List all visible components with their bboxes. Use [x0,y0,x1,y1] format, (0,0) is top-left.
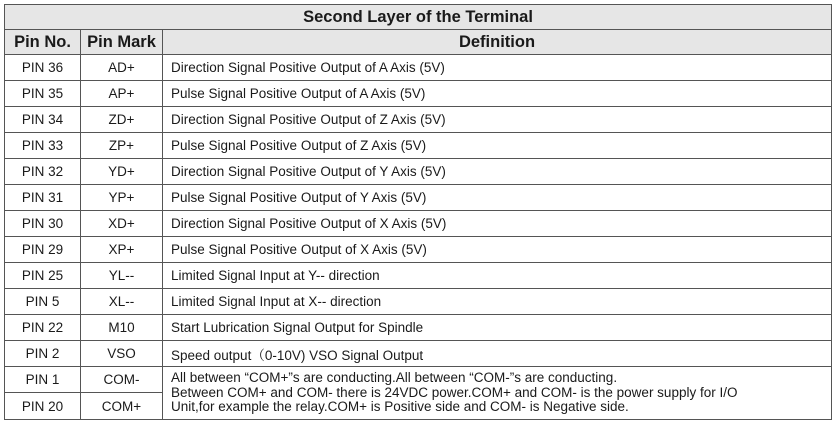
pin-number: PIN 22 [5,315,81,341]
pin-definition: Pulse Signal Positive Output of Z Axis (5V) [163,133,832,159]
pin-number: PIN 25 [5,263,81,289]
pin-mark: VSO [81,341,163,367]
pin-mark: M10 [81,315,163,341]
pin-mark: AP+ [81,81,163,107]
table-row [5,55,832,81]
table-title: Second Layer of the Terminal [5,5,832,30]
table-row [5,211,832,237]
pin-definition: Limited Signal Input at X-- direction [163,289,832,315]
pin-definition: Start Lubrication Signal Output for Spindle [163,315,832,341]
pin-number: PIN 31 [5,185,81,211]
pin-definition: Direction Signal Positive Output of Z Axis (5V) [163,107,832,133]
pin-mark: XL-- [81,289,163,315]
pin-number: PIN 1 [5,367,81,393]
pin-definition: Pulse Signal Positive Output of A Axis (5V) [163,81,832,107]
pin-definition: Speed output（0-10V) VSO Signal Output [163,341,832,367]
table-row [5,107,832,133]
pin-mark: XD+ [81,211,163,237]
com-note [163,367,832,420]
pin-mark: COM+ [81,393,163,420]
pin-mark: YD+ [81,159,163,185]
com-note-line: All between “COM+”s are conducting.All between “COM-”s are conducting. [171,370,618,386]
pin-definition: Limited Signal Input at Y-- direction [163,263,832,289]
pin-mark: YP+ [81,185,163,211]
header-pin-mark: Pin Mark [81,30,163,55]
pin-definition: Direction Signal Positive Output of X Axis (5V) [163,211,832,237]
pin-mark: ZP+ [81,133,163,159]
table-row [5,263,832,289]
terminal-table-container [4,4,831,420]
table-row [5,185,832,211]
pin-mark: AD+ [81,55,163,81]
table-body [5,55,832,367]
pin-mark: COM- [81,367,163,393]
pin-number: PIN 35 [5,81,81,107]
table-row-com-minus [5,367,832,393]
terminal-pin-table [4,4,832,420]
pin-number: PIN 36 [5,55,81,81]
table-row [5,133,832,159]
pin-number: PIN 30 [5,211,81,237]
pin-number: PIN 32 [5,159,81,185]
pin-definition: Pulse Signal Positive Output of Y Axis (5V) [163,185,832,211]
table-row [5,81,832,107]
pin-number: PIN 5 [5,289,81,315]
table-row [5,315,832,341]
header-definition: Definition [163,30,832,55]
table-row [5,237,832,263]
pin-definition: Pulse Signal Positive Output of X Axis (5V) [163,237,832,263]
pin-mark: XP+ [81,237,163,263]
table-row [5,341,832,367]
header-pin-no: Pin No. [5,30,81,55]
pin-number: PIN 2 [5,341,81,367]
table-row [5,289,832,315]
pin-number: PIN 20 [5,393,81,420]
pin-definition: Direction Signal Positive Output of Y Axis (5V) [163,159,832,185]
pin-number: PIN 34 [5,107,81,133]
pin-definition: Direction Signal Positive Output of A Axis (5V) [163,55,832,81]
com-note-line: Unit,for example the relay.COM+ is Positive side and COM- is Negative side. [171,399,629,415]
com-note-line: Between COM+ and COM- there is 24VDC power.COM+ and COM- is the power supply for I/O [171,384,738,400]
table-row [5,159,832,185]
pin-number: PIN 29 [5,237,81,263]
pin-number: PIN 33 [5,133,81,159]
pin-mark: YL-- [81,263,163,289]
pin-mark: ZD+ [81,107,163,133]
